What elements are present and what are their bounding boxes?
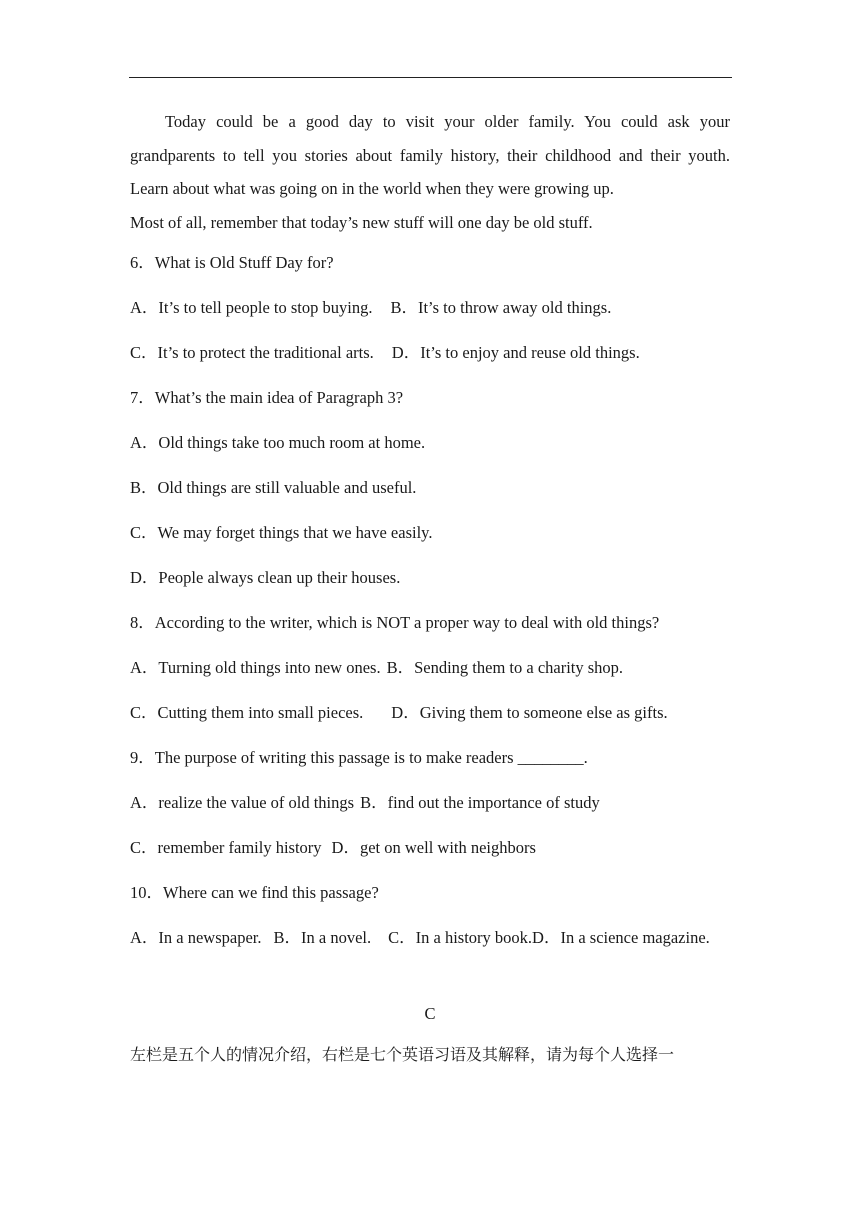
section-label: C bbox=[424, 1004, 436, 1023]
option-d[interactable]: D．It’s to enjoy and reuse old things. bbox=[391, 343, 640, 362]
question-9-options-row-2 bbox=[130, 838, 536, 858]
question-8-stem: 8．According to the writer, which is NOT a proper way to deal with old things? bbox=[130, 613, 660, 632]
passage-line: Learn about what was going on in the world when they were growing up. bbox=[130, 179, 614, 198]
option-c[interactable]: C．It’s to protect the traditional arts. bbox=[130, 343, 374, 362]
question-6-options-row-1 bbox=[130, 298, 611, 318]
question-10-options-row bbox=[130, 928, 710, 948]
option-b[interactable]: B．In a novel. bbox=[273, 928, 372, 947]
option-c[interactable]: C．In a history book. bbox=[388, 928, 533, 947]
option-b[interactable]: B．It’s to throw away old things. bbox=[390, 298, 612, 317]
reading-passage bbox=[130, 105, 730, 239]
option-a[interactable]: A．Turning old things into new ones. bbox=[130, 658, 381, 677]
question-10-stem: 10．Where can we find this passage? bbox=[130, 883, 379, 902]
question-8-options-row-1 bbox=[130, 658, 623, 678]
option-b[interactable]: B．Old things are still valuable and useful. bbox=[130, 478, 417, 497]
section-instruction: 左栏是五个人的情况介绍，右栏是七个英语习语及其解释，请为每个人选择一 bbox=[130, 1045, 675, 1064]
question-8-options-row-2 bbox=[130, 703, 668, 723]
option-b[interactable]: B．Sending them to a charity shop. bbox=[386, 658, 624, 677]
passage-line: Today could be a good day to visit your older family. You could ask your bbox=[165, 112, 730, 131]
option-a[interactable]: A．In a newspaper. bbox=[130, 928, 262, 947]
passage-line: grandparents to tell you stories about family history, their childhood and their youth. bbox=[130, 145, 730, 165]
option-d[interactable]: D．People always clean up their houses. bbox=[130, 568, 401, 587]
option-c[interactable]: C．Cutting them into small pieces. bbox=[130, 703, 364, 722]
question-9-stem: 9．The purpose of writing this passage is to make readers ________. bbox=[130, 748, 588, 767]
header-rule bbox=[129, 77, 732, 78]
passage-line: Most of all, remember that today’s new stuff will one day be old stuff. bbox=[130, 212, 593, 232]
question-6-options-row-2 bbox=[130, 343, 640, 363]
option-c[interactable]: C．remember family history bbox=[130, 838, 322, 857]
option-d[interactable]: D．get on well with neighbors bbox=[331, 838, 536, 857]
option-d[interactable]: D．Giving them to someone else as gifts. bbox=[391, 703, 668, 722]
option-a[interactable]: A．It’s to tell people to stop buying. bbox=[130, 298, 373, 317]
option-b[interactable]: B．find out the importance of study bbox=[360, 793, 600, 812]
option-a[interactable]: A．Old things take too much room at home. bbox=[130, 433, 426, 452]
option-d[interactable]: D．In a science magazine. bbox=[532, 928, 710, 947]
question-7-stem: 7．What’s the main idea of Paragraph 3? bbox=[130, 388, 404, 407]
question-9-options-row-1 bbox=[130, 793, 600, 813]
question-6-stem: 6．What is Old Stuff Day for? bbox=[130, 253, 334, 272]
option-a[interactable]: A．realize the value of old things bbox=[130, 793, 355, 812]
option-c[interactable]: C．We may forget things that we have easily. bbox=[130, 523, 433, 542]
